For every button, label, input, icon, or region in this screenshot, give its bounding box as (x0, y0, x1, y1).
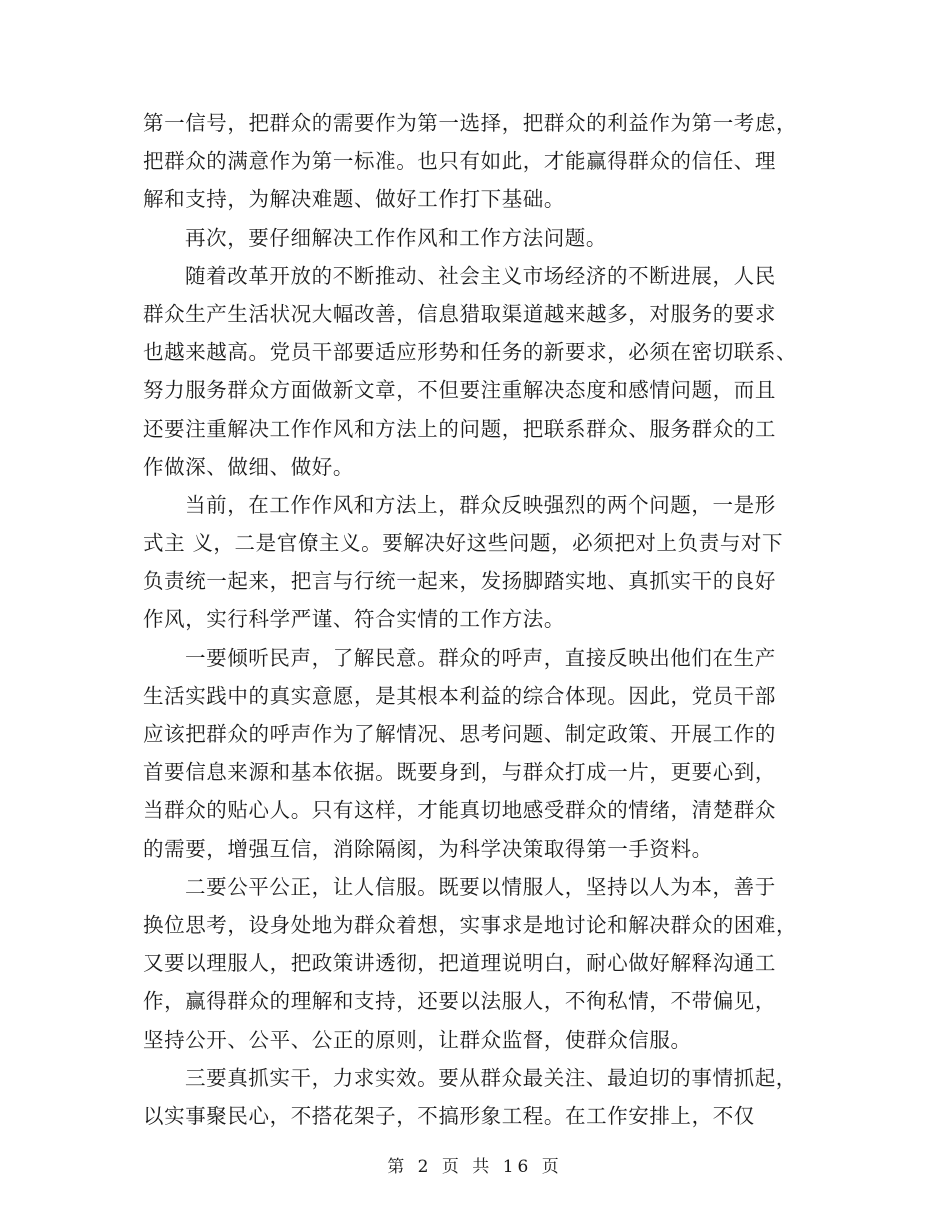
text-line: 作做深、做细、做好。 (143, 454, 354, 479)
text-line: 作风，实行科学严谨、符合实情的工作方法。 (143, 607, 565, 632)
text-line: 当群众的贴心人。只有这样，才能真切地感受群众的情绪，清楚群众 (143, 798, 776, 823)
text-line: 再次，要仔细解决工作作风和工作方法问题。 (185, 225, 607, 250)
text-line: 把群众的满意作为第一标准。也只有如此，才能赢得群众的信任、理 (143, 149, 776, 174)
page-number-footer: 第 2 页 共 16 页 (387, 1157, 563, 1177)
text-line: 二要公平公正，让人信服。既要以情服人，坚持以人为本，善于 (185, 874, 776, 899)
text-line: 也越来越高。党员干部要适应形势和任务的新要求，必须在密切联系、 (143, 340, 798, 365)
text-line: 负责统一起来，把言与行统一起来，发扬脚踏实地、真抓实干的良好 (143, 569, 776, 594)
text-line: 作，赢得群众的理解和支持，还要以法服人，不徇私情，不带偏见， (143, 989, 776, 1014)
text-line: 当前，在工作作风和方法上，群众反映强烈的两个问题，一是形 (185, 492, 776, 517)
text-line: 的需要，增强互信，消除隔阂，为科学决策取得第一手资料。 (143, 836, 713, 861)
text-line: 随着改革开放的不断推动、社会主义市场经济的不断进展，人民 (185, 263, 776, 288)
text-line: 生活实践中的真实意愿，是其根本利益的综合体现。因此，党员干部 (143, 683, 776, 708)
text-line: 第一信号，把群众的需要作为第一选择，把群众的利益作为第一考虑， (143, 111, 798, 135)
text-line: 群众生产生活状况大幅改善，信息猎取渠道越来越多，对服务的要求 (143, 301, 776, 326)
text-line: 又要以理服人，把政策讲透彻，把道理说明白，耐心做好解释沟通工 (143, 951, 776, 976)
text-line: 首要信息来源和基本依据。既要身到，与群众打成一片，更要心到， (143, 760, 776, 785)
text-line: 努力服务群众方面做新文章，不但要注重解决态度和感情问题，而且 (143, 378, 776, 403)
text-line: 换位思考，设身处地为群众着想，实事求是地讨论和解决群众的困难， (143, 912, 798, 937)
text-line: 坚持公开、公平、公正的原则，让群众监督，使群众信服。 (143, 1027, 692, 1052)
text-line: 以实事聚民心，不搭花架子，不搞形象工程。在工作安排上，不仅 (143, 1103, 755, 1128)
text-line: 式主 义，二是官僚主义。要解决好这些问题，必须把对上负责与对下 (143, 531, 784, 556)
text-line: 一要倾听民声，了解民意。群众的呼声，直接反映出他们在生产 (185, 645, 776, 670)
text-line: 三要真抓实干，力求实效。要从群众最关注、最迫切的事情抓起， (185, 1065, 797, 1090)
text-line: 还要注重解决工作作风和方法上的问题，把联系群众、服务群众的工 (143, 416, 776, 441)
text-line: 应该把群众的呼声作为了解情况、思考问题、制定政策、开展工作的 (143, 722, 776, 746)
document-body (143, 104, 813, 1135)
text-line: 解和支持，为解决难题、做好工作打下基础。 (143, 187, 565, 212)
